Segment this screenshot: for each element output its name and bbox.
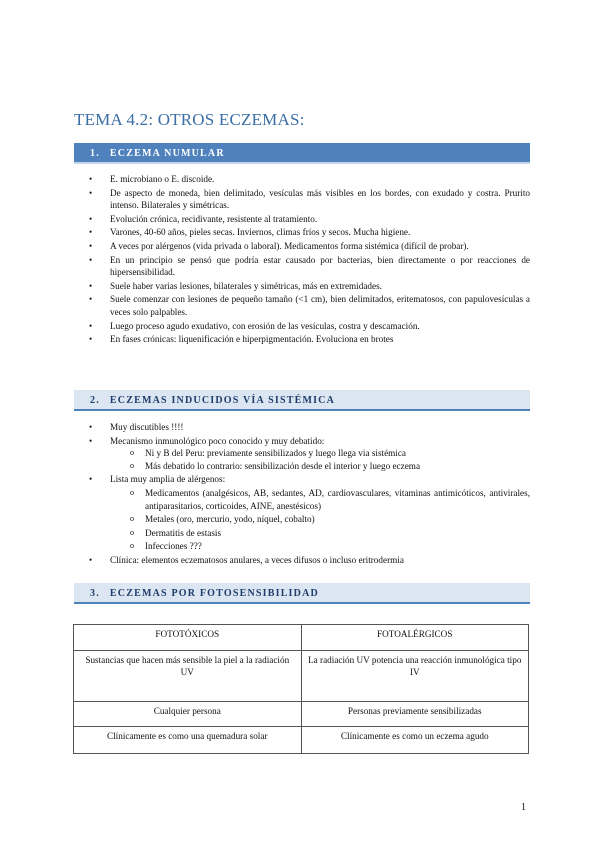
table-cell: La radiación UV potencia una reacción inmunológica tipo IV: [301, 651, 529, 702]
circle-bullet-icon: o: [130, 541, 134, 551]
section-number: 3.: [90, 588, 100, 599]
section-label: ECZEMA NUMULAR: [109, 148, 225, 159]
table-cell: Personas previamente sensibilizadas: [301, 702, 529, 727]
section-label: ECZEMAS POR FOTOSENSIBILIDAD: [109, 588, 319, 599]
bullet-icon: •: [89, 254, 93, 265]
list-item: • En un principio se pensó que podría estar causado por bacterias, bien directamente o por reacciones de hipersensibilidad.: [89, 254, 530, 278]
circle-bullet-icon: o: [130, 460, 134, 470]
bullet-icon: •: [89, 474, 93, 485]
bullet-icon: •: [89, 554, 93, 565]
table-cell: Clínicamente es como una quemadura solar: [74, 727, 302, 754]
sub-list-item: o Medicamentos (analgésicos, AB, sedantes, AD, cardiovasculares, vitaminas antimicóticos, antivirales, antiparasitarios, corticoides, AINE, anestésicos): [130, 487, 530, 511]
section-header-1: [74, 143, 530, 164]
list-item: • Lista muy amplia de alérgenos: o Medicamentos (analgésicos, AB, sedantes, AD, cardiovasculares, vitaminas antimicóticos, antivirales, antiparasitarios, corticoides, AINE, anestésicos) o Metales (oro, mercurio, yodo, níquel, cobalto) o Dermatitis de estasis o Infecciones ???: [89, 474, 530, 552]
bullet-icon: •: [89, 227, 93, 238]
bullet-icon: •: [89, 294, 93, 305]
sub-list: [110, 447, 530, 472]
comparison-table: [73, 624, 529, 754]
list-item: • En fases crónicas: liquenificación e hiperpigmentación. Evoluciona en brotes: [89, 334, 394, 345]
list-item: • Evolución crónica, recidivante, resistente al tratamiento.: [89, 213, 318, 224]
bullet-icon: •: [89, 435, 93, 446]
bullet-icon: •: [89, 320, 93, 331]
sub-list-item: o Ni y B del Peru: previamente sensibilizados y luego llega via sistémica: [130, 448, 407, 459]
list-item: • Luego proceso agudo exudativo, con erosión de las vesículas, costra y descamación.: [89, 320, 420, 331]
section-number: 1.: [90, 148, 100, 159]
page-title: TEMA 4.2: OTROS ECZEMAS:: [74, 110, 305, 129]
sub-list-item: o Infecciones ???: [130, 541, 202, 552]
list-item: • Suele haber varias lesiones, bilaterales y simétricas, más en extremidades.: [89, 280, 382, 291]
circle-bullet-icon: o: [130, 487, 134, 497]
section-header-2: [74, 390, 530, 411]
list-item: • Mecanismo inmunológico poco conocido y muy debatido: o Ni y B del Peru: previamente sensibilizados y luego llega via sistémica o Más debatido lo contrario: sensibilización desde el interior y luego eczema: [0, 435, 530, 473]
list-item: • De aspecto de moneda, bien delimitado, vesículas más visibles en los bordes, con exudado y costra. Prurito intenso. Bilaterales y simétricas.: [89, 187, 530, 211]
table-header-cell: FOTOALÉRGICOS: [301, 625, 529, 651]
table-row: [74, 702, 529, 727]
circle-bullet-icon: o: [130, 448, 134, 458]
list-item: • A veces por alérgenos (vida privada o laboral). Medicamentos forma sistémica (difícil de probar).: [89, 240, 469, 251]
table-row: [74, 727, 529, 754]
circle-bullet-icon: o: [130, 514, 134, 524]
list-item: • E. microbiano o E. discoide.: [89, 174, 215, 184]
table-row: [74, 651, 529, 702]
table-header-row: [74, 625, 529, 651]
bullet-icon: •: [89, 240, 93, 251]
table-header-cell: FOTOTÓXICOS: [74, 625, 302, 651]
bullet-icon: •: [89, 280, 93, 291]
bullet-icon: •: [89, 174, 93, 184]
table-cell: Cualquier persona: [74, 702, 302, 727]
list-item: • Suele comenzar con lesiones de pequeño tamaño (<1 cm), bien delimitados, eritematosos, con papulovesículas a veces solo palpables.: [89, 294, 530, 317]
list-item: • Clínica: elementos eczematosos anulares, a veces difusos o incluso eritrodermia: [89, 554, 404, 565]
page-number: 1: [521, 802, 526, 813]
section-2-list: [0, 421, 530, 567]
sub-list-item: o Metales (oro, mercurio, yodo, níquel, cobalto): [130, 514, 315, 525]
list-item: • Varones, 40-60 años, pieles secas. Inviernos, climas fríos y secos. Mucha higiene.: [89, 227, 411, 238]
table-cell: Sustancias que hacen más sensible la piel a la radiación UV: [74, 651, 302, 702]
bullet-icon: •: [89, 334, 93, 345]
bullet-icon: •: [89, 422, 93, 432]
section-label: ECZEMAS INDUCIDOS VÍA SISTÉMICA: [109, 395, 336, 406]
sub-list-item: o Más debatido lo contrario: sensibilización desde el interior y luego eczema: [130, 460, 421, 471]
bullet-icon: •: [89, 213, 93, 224]
section-header-3: [74, 583, 530, 604]
table-cell: Clínicamente es como un eczema agudo: [301, 727, 529, 754]
section-1-list: [0, 173, 530, 346]
sub-list: [110, 487, 530, 553]
list-item: • Muy discutibles !!!!: [89, 422, 184, 432]
bullet-icon: •: [89, 187, 93, 198]
sub-list-item: o Dermatitis de estasis: [130, 527, 222, 538]
circle-bullet-icon: o: [130, 527, 134, 537]
section-number: 2.: [90, 395, 100, 406]
